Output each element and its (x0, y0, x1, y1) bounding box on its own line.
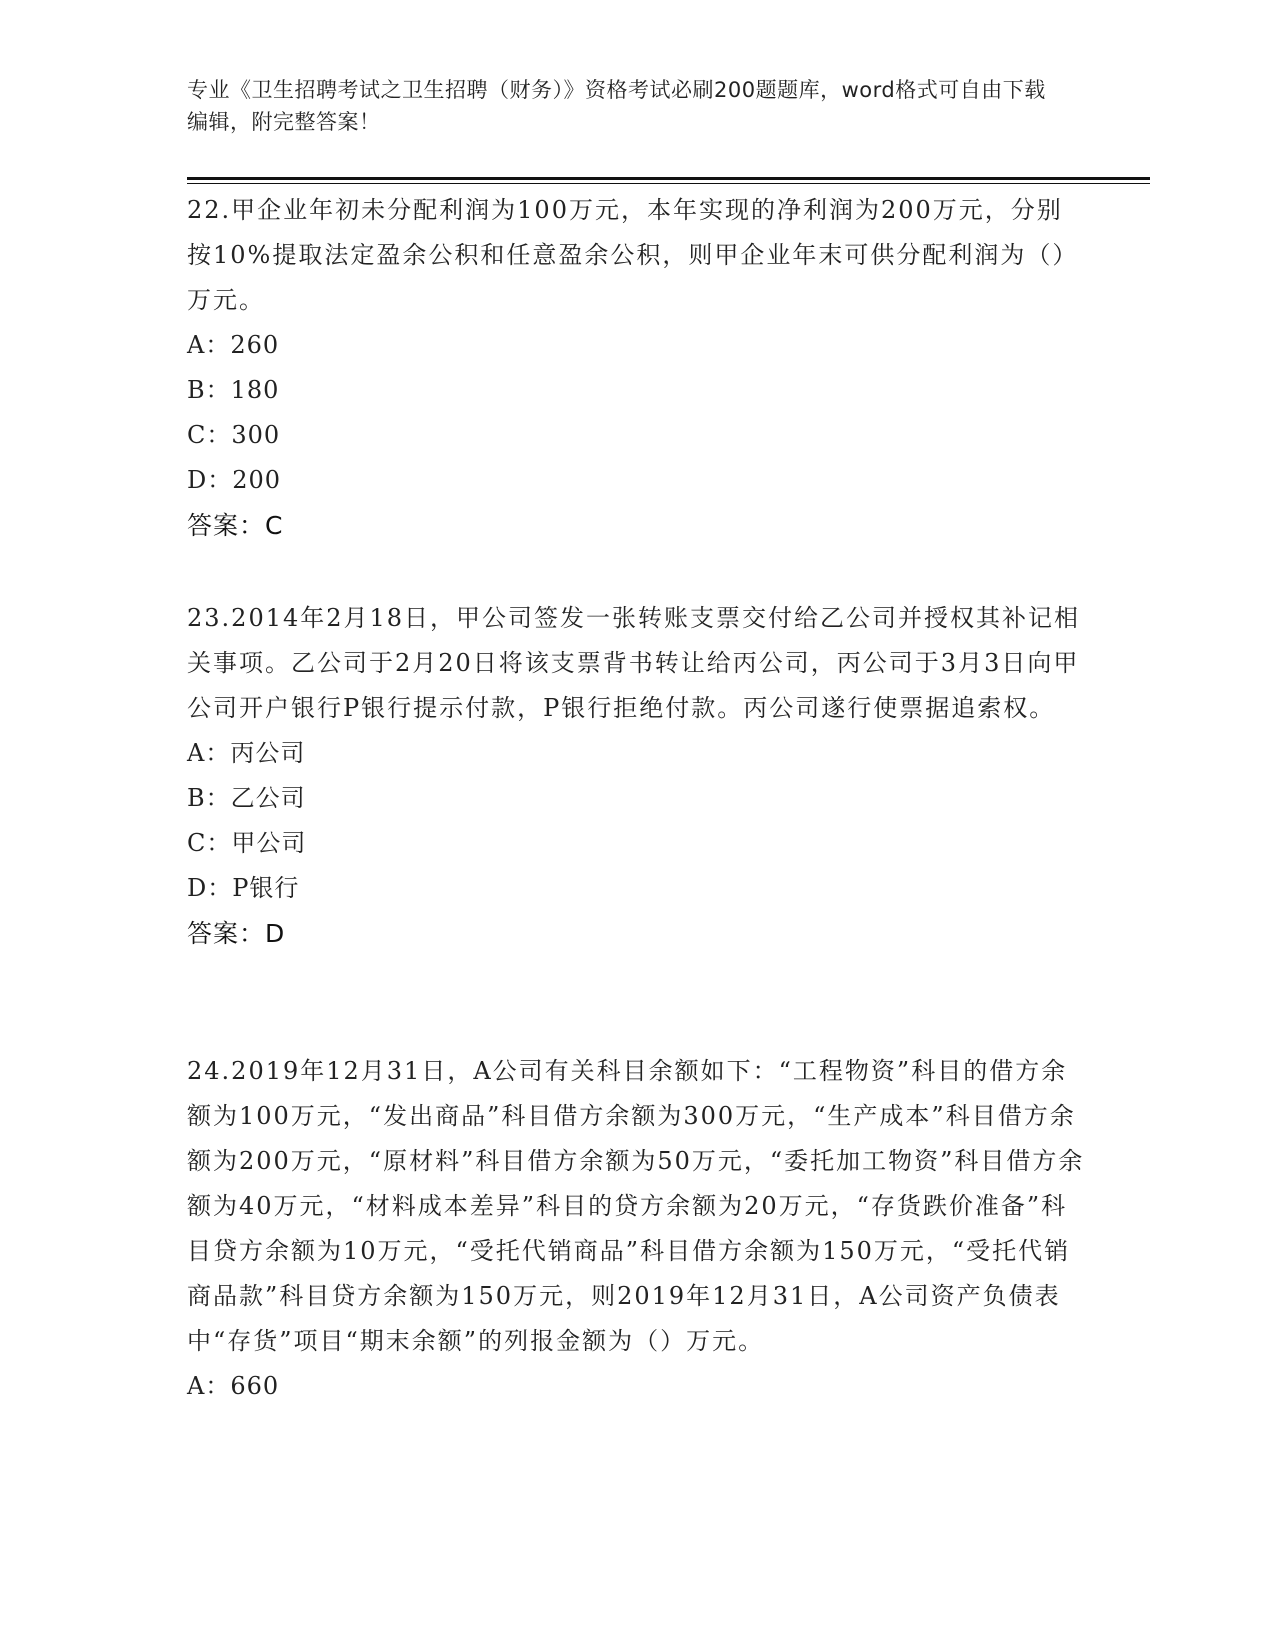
option-d: D：P银行 (187, 874, 300, 902)
question-text: 23.2014年2月18日，甲公司签发一张转账支票交付给乙公司并授权其补记相关事项。乙公司于2月20日将该支票背书转让给丙公司，丙公司于3月3日向甲公司开户银行P银行提示付款，P银行拒绝付款。丙公司遂行使票据追索权。 (187, 604, 1081, 722)
option-b: B：180 (187, 376, 280, 404)
option-d: D：200 (187, 466, 282, 494)
header-divider-thick (187, 177, 1150, 180)
question-23 (187, 596, 1087, 956)
answer: 答案：D (187, 919, 286, 948)
option-b: B：乙公司 (187, 784, 306, 812)
option-a: A：丙公司 (187, 739, 306, 767)
question-24 (187, 1049, 1087, 1409)
question-text: 24.2019年12月31日，A公司有关科目余额如下：“工程物资”科目的借方余额为100万元，“发出商品”科目借方余额为300万元，“生产成本”科目借方余额为200万元，“原材料”科目借方余额为50万元，“委托加工物资”科目借方余额为40万元，“材料成本差异”科目的贷方余额为20万元，“存货跌价准备”科目贷方余额为10万元，“受托代销商品”科目借方余额为150万元，“受托代销商品款”科目贷方余额为150万元，则2019年12月31日，A公司资产负债表中“存货”项目“期末余额”的列报金额为（）万元。 (187, 1057, 1085, 1355)
header-divider-thin (187, 183, 1150, 184)
document-header: 专业《卫生招聘考试之卫生招聘（财务）》资格考试必刷200题题库，word格式可自由下载编辑，附完整答案！ (187, 78, 1046, 134)
option-a: A：260 (187, 331, 280, 359)
answer: 答案：C (187, 511, 284, 540)
option-c: C：甲公司 (187, 829, 307, 857)
question-text: 22.甲企业年初未分配利润为100万元，本年实现的净利润为200万元，分别按10%提取法定盈余公积和任意盈余公积，则甲企业年末可供分配利润为（）万元。 (187, 196, 1079, 314)
option-c: C：300 (187, 421, 281, 449)
option-a: A：660 (187, 1372, 280, 1400)
question-22 (187, 188, 1087, 548)
